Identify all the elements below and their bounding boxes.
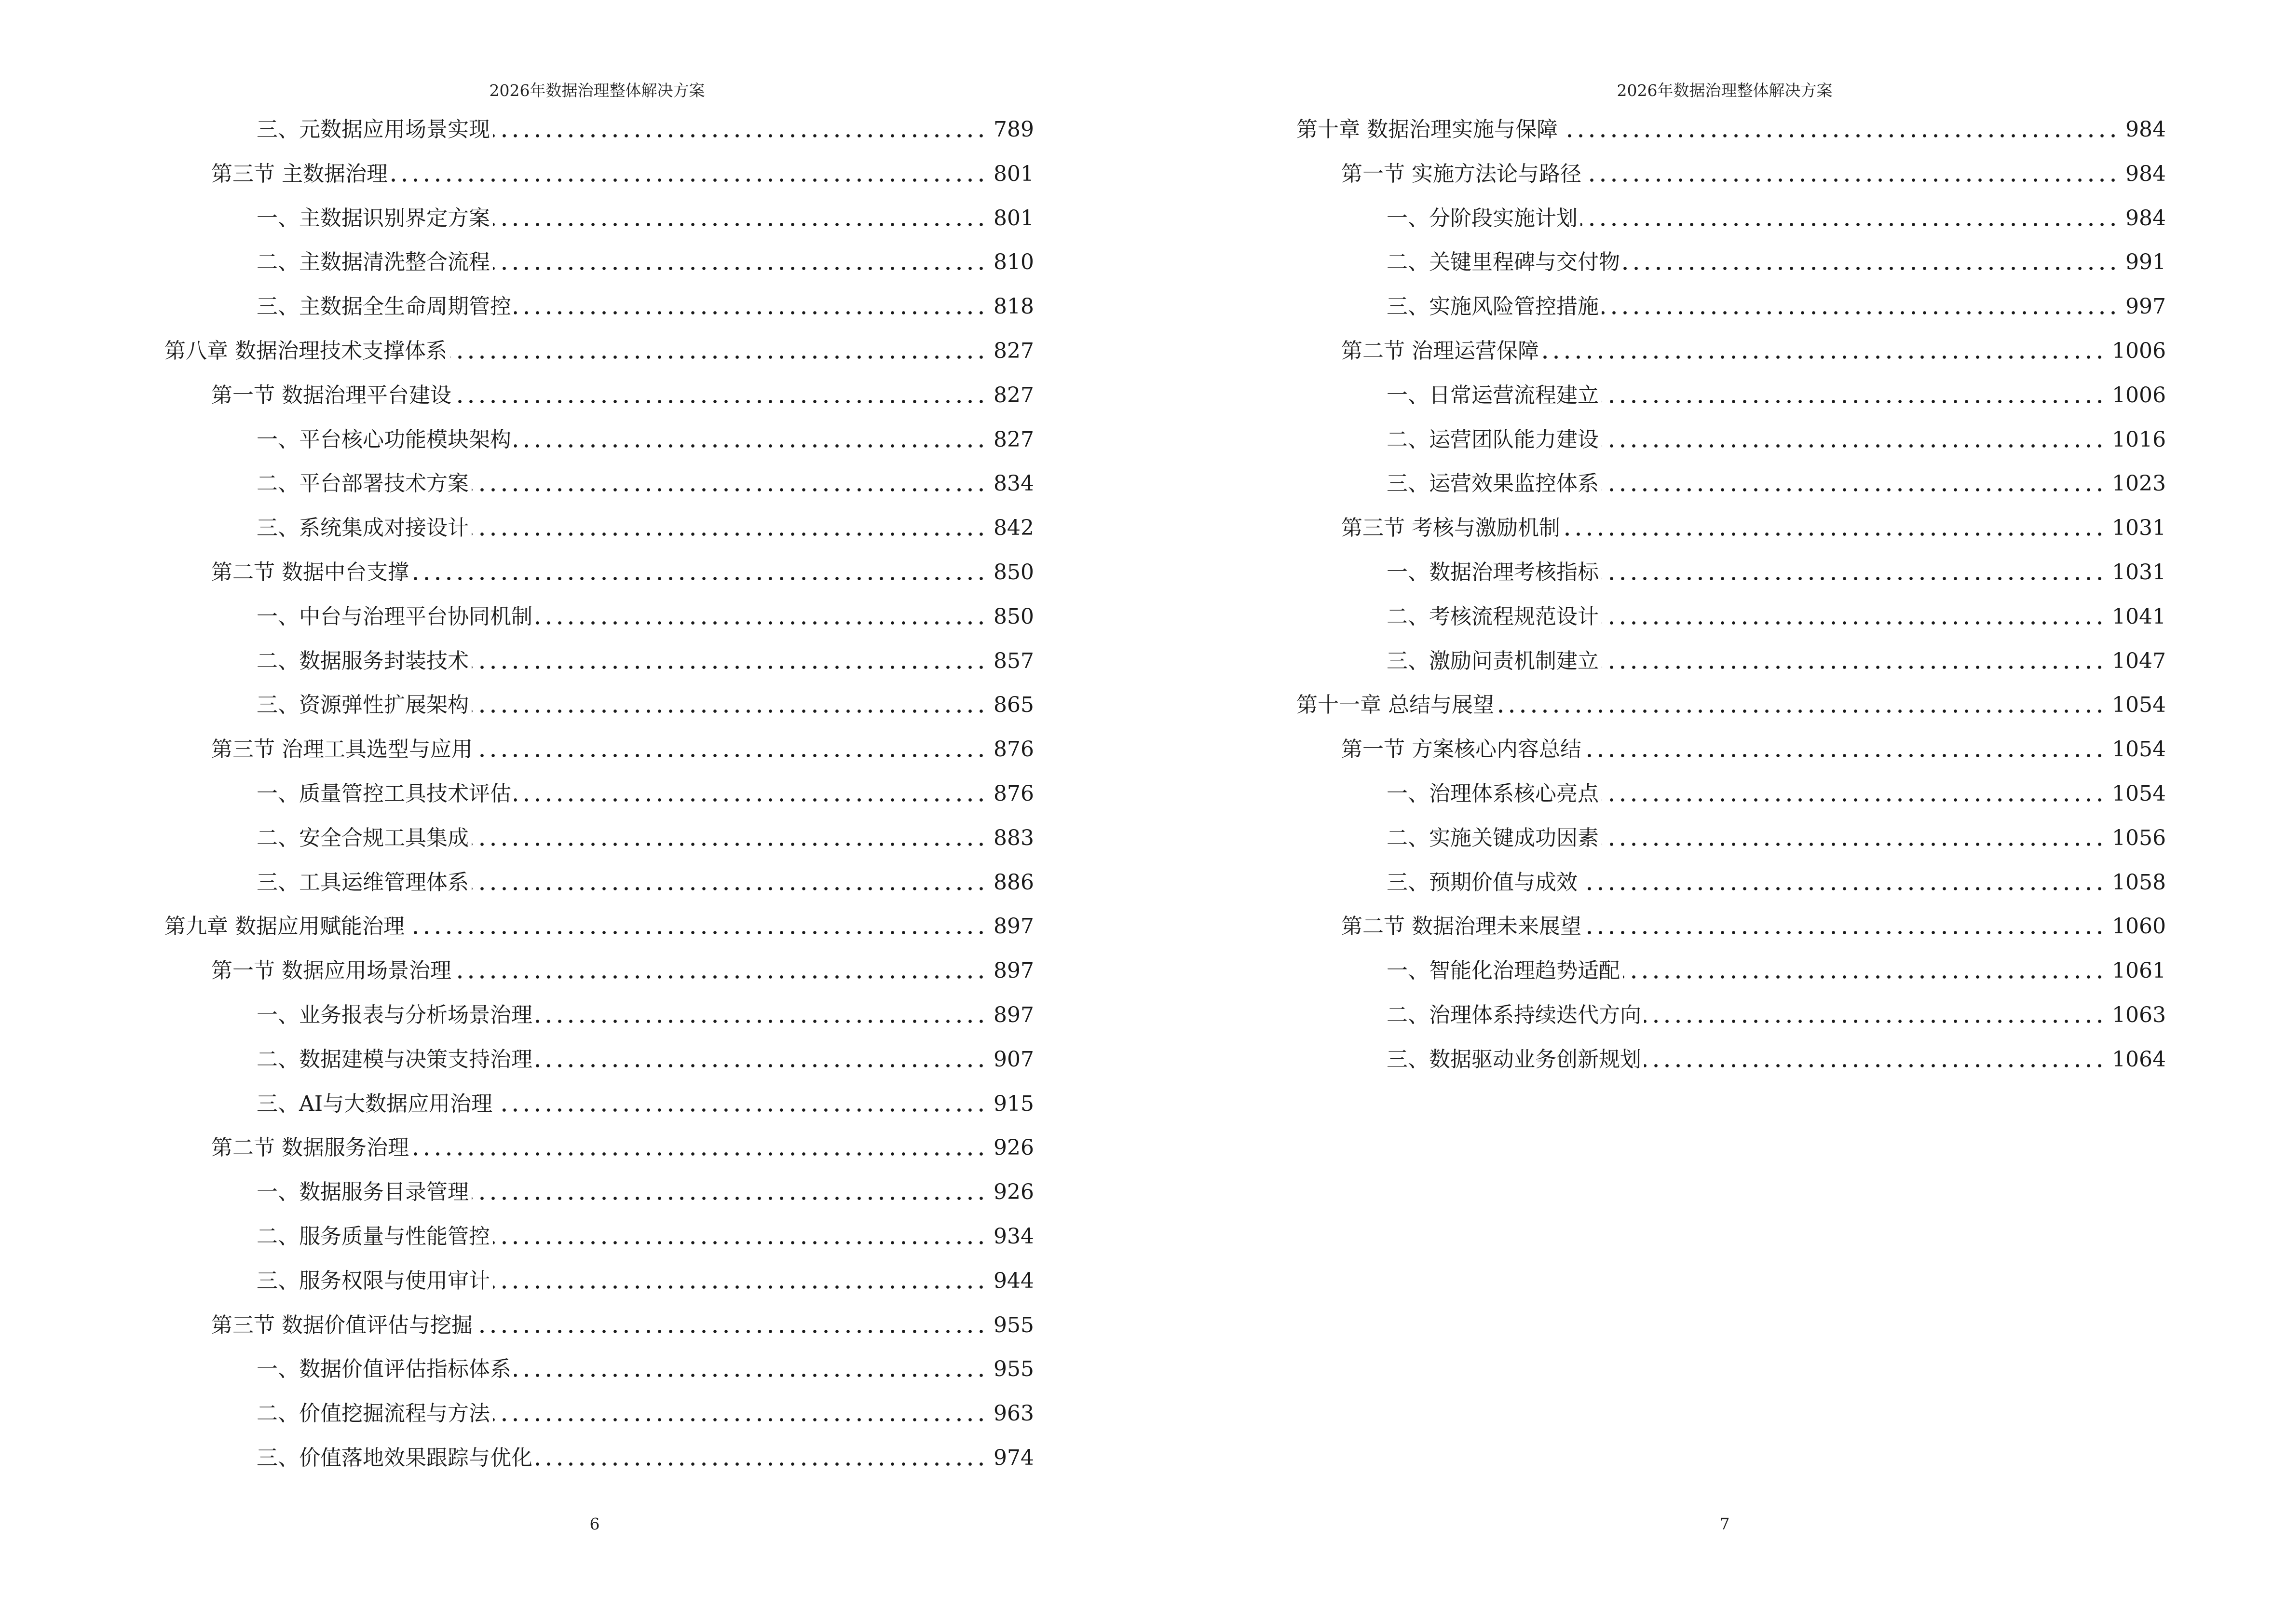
toc-entry-page-number: 850: [994, 604, 1034, 629]
dot-leader: [450, 337, 987, 366]
toc-entry-page-number: 1058: [2112, 870, 2166, 895]
toc-entry-level-3[interactable]: [257, 1001, 1034, 1030]
dot-leader: [412, 558, 987, 587]
toc-entry-page-number: 1023: [2112, 471, 2166, 496]
toc-entry-page-number: 1016: [2112, 427, 2166, 452]
dot-leader: [1602, 647, 2105, 676]
dot-leader: [1563, 514, 2105, 543]
toc-entry-level-3[interactable]: [257, 602, 1034, 631]
toc-entry-title: 三、服务权限与使用审计: [257, 1269, 490, 1293]
running-header: 2026年数据治理整体解决方案: [1617, 81, 1833, 100]
toc-entry-level-3[interactable]: [1387, 602, 2166, 631]
toc-entry-level-3[interactable]: [257, 248, 1034, 277]
toc-entry-page-number: 963: [994, 1401, 1034, 1426]
dot-leader: [1602, 824, 2105, 853]
toc-entry-title: 第二节 数据服务治理: [211, 1135, 409, 1160]
toc-entry-title: 二、平台部署技术方案: [257, 471, 469, 496]
dot-leader: [514, 292, 987, 321]
toc-entry-level-3[interactable]: [1387, 647, 2166, 676]
dot-leader: [472, 469, 987, 498]
dot-leader: [1644, 1001, 2105, 1030]
toc-entry-page-number: 1031: [2112, 516, 2166, 540]
toc-entry-title: 第八章 数据治理技术支撑体系: [164, 339, 447, 363]
toc-entry-level-3[interactable]: [1387, 1001, 2166, 1030]
toc-entry-level-2[interactable]: [1341, 735, 2166, 764]
toc-entry-level-1[interactable]: [1296, 691, 2166, 720]
toc-entry-level-2[interactable]: [1341, 337, 2166, 366]
toc-entry-level-3[interactable]: [1387, 381, 2166, 410]
dot-leader: [1584, 912, 2105, 941]
toc-entry-page-number: 827: [994, 383, 1034, 408]
dot-leader: [472, 1178, 987, 1207]
toc-entry-title: 三、激励问责机制建立: [1387, 649, 1599, 673]
dot-leader: [476, 1311, 987, 1340]
toc-entry-page-number: 834: [994, 471, 1034, 496]
toc-entry-title: 一、治理体系核心亮点: [1387, 781, 1599, 806]
toc-entry-title: 第三节 考核与激励机制: [1341, 516, 1560, 540]
toc-entry-level-2[interactable]: [211, 1311, 1034, 1340]
toc-entry-page-number: 842: [994, 516, 1034, 540]
toc-entry-page-number: 907: [994, 1047, 1034, 1072]
dot-leader: [412, 1133, 987, 1162]
toc-entry-page-number: 876: [994, 737, 1034, 762]
toc-entry-page-number: 897: [994, 958, 1034, 983]
toc-entry-title: 一、主数据识别界定方案: [257, 206, 490, 231]
toc-entry-page-number: 955: [994, 1357, 1034, 1381]
toc-entry-title: 第一节 数据应用场景治理: [211, 958, 451, 983]
toc-entry-title: 一、平台核心功能模块架构: [257, 427, 511, 452]
toc-entry-title: 第三节 治理工具选型与应用: [211, 737, 473, 762]
toc-entry-title: 一、业务报表与分析场景治理: [257, 1003, 532, 1027]
toc-entry-level-3[interactable]: [1387, 779, 2166, 808]
toc-entry-title: 三、工具运维管理体系: [257, 870, 469, 895]
toc-entry-level-1[interactable]: [164, 337, 1034, 366]
dot-leader: [454, 381, 987, 410]
toc-entry-level-3[interactable]: [257, 1267, 1034, 1296]
toc-entry-page-number: 1064: [2112, 1047, 2166, 1072]
toc-entry-title: 三、数据驱动业务创新规划: [1387, 1047, 1641, 1072]
toc-entry-level-3[interactable]: [257, 779, 1034, 808]
toc-entry-level-3[interactable]: [257, 469, 1034, 498]
toc-entry-level-2[interactable]: [211, 160, 1034, 189]
toc-entry-level-3[interactable]: [257, 1399, 1034, 1428]
dot-leader: [493, 1399, 987, 1428]
toc-entry-title: 二、安全合规工具集成: [257, 826, 469, 850]
toc-entry-title: 二、考核流程规范设计: [1387, 604, 1599, 629]
toc-entry-page-number: 789: [994, 117, 1034, 142]
toc-entry-level-2[interactable]: [1341, 160, 2166, 189]
toc-entry-page-number: 1047: [2112, 649, 2166, 673]
dot-leader: [535, 1001, 987, 1030]
toc-entry-page-number: 1061: [2112, 958, 2166, 983]
dot-leader: [472, 647, 987, 676]
dot-leader: [1623, 248, 2119, 277]
toc-entry-level-3[interactable]: [1387, 956, 2166, 985]
toc-entry-page-number: 886: [994, 870, 1034, 895]
toc-entry-level-2[interactable]: [1341, 912, 2166, 941]
toc-entry-page-number: 1054: [2112, 737, 2166, 762]
toc-list: [1144, 0, 2287, 1624]
toc-entry-level-3[interactable]: [257, 1045, 1034, 1074]
toc-entry-page-number: 926: [994, 1180, 1034, 1204]
toc-entry-page-number: 897: [994, 1003, 1034, 1027]
toc-entry-title: 二、关键里程碑与交付物: [1387, 250, 1620, 274]
toc-entry-title: 一、数据治理考核指标: [1387, 560, 1599, 585]
dot-leader: [493, 1267, 987, 1296]
dot-leader: [514, 779, 987, 808]
toc-entry-level-3[interactable]: [257, 691, 1034, 720]
toc-entry-title: 三、AI与大数据应用治理: [257, 1092, 493, 1116]
toc-entry-page-number: 1006: [2112, 383, 2166, 408]
dot-leader: [454, 956, 987, 985]
toc-entry-title: 第三节 数据价值评估与挖掘: [211, 1313, 473, 1337]
toc-entry-title: 第一节 方案核心内容总结: [1341, 737, 1581, 762]
toc-entry-title: 二、价值挖掘流程与方法: [257, 1401, 490, 1426]
dot-leader: [514, 1355, 987, 1384]
toc-entry-title: 一、分阶段实施计划: [1387, 206, 1578, 231]
toc-entry-title: 一、数据价值评估指标体系: [257, 1357, 511, 1381]
toc-entry-title: 第九章 数据应用赋能治理: [164, 914, 405, 939]
toc-entry-title: 三、系统集成对接设计: [257, 516, 469, 540]
toc-entry-level-3[interactable]: [257, 204, 1034, 233]
toc-entry-title: 第二节 数据中台支撑: [211, 560, 409, 585]
toc-entry-level-3[interactable]: [257, 868, 1034, 897]
toc-entry-page-number: 1006: [2112, 339, 2166, 363]
toc-entry-level-3[interactable]: [1387, 248, 2166, 277]
dot-leader: [1623, 956, 2105, 985]
toc-entry-title: 二、实施关键成功因素: [1387, 826, 1599, 850]
dot-leader: [535, 1444, 987, 1473]
dot-leader: [493, 1222, 987, 1251]
toc-entry-level-3[interactable]: [1387, 469, 2166, 498]
toc-entry-level-3[interactable]: [257, 514, 1034, 543]
toc-entry-page-number: 984: [2125, 117, 2166, 142]
toc-entry-page-number: 991: [2125, 250, 2166, 274]
toc-entry-page-number: 818: [994, 294, 1034, 319]
toc-entry-level-1[interactable]: [164, 912, 1034, 941]
toc-entry-title: 三、价值落地效果跟踪与优化: [257, 1446, 532, 1470]
dot-leader: [1602, 292, 2119, 321]
toc-entry-page-number: 1063: [2112, 1003, 2166, 1027]
dot-leader: [391, 160, 987, 189]
toc-entry-page-number: 827: [994, 339, 1034, 363]
toc-entry-title: 第十一章 总结与展望: [1296, 693, 1494, 717]
toc-entry-page-number: 883: [994, 826, 1034, 850]
toc-entry-level-2[interactable]: [211, 381, 1034, 410]
toc-entry-page-number: 865: [994, 693, 1034, 717]
dot-leader: [1644, 1045, 2105, 1074]
toc-entry-page-number: 997: [2125, 294, 2166, 319]
dot-leader: [535, 1045, 987, 1074]
toc-entry-title: 二、数据服务封装技术: [257, 649, 469, 673]
dot-leader: [1602, 381, 2105, 410]
toc-entry-title: 第二节 数据治理未来展望: [1341, 914, 1581, 939]
toc-entry-page-number: 974: [994, 1446, 1034, 1470]
dot-leader: [1602, 425, 2105, 454]
dot-leader: [1584, 735, 2105, 764]
toc-entry-page-number: 944: [994, 1269, 1034, 1293]
toc-entry-title: 三、资源弹性扩展架构: [257, 693, 469, 717]
toc-entry-page-number: 801: [994, 206, 1034, 231]
dot-leader: [1580, 868, 2105, 897]
toc-entry-title: 二、治理体系持续迭代方向: [1387, 1003, 1641, 1027]
toc-entry-level-3[interactable]: [1387, 292, 2166, 321]
dot-leader: [1602, 602, 2105, 631]
toc-entry-title: 二、服务质量与性能管控: [257, 1224, 490, 1249]
toc-entry-title: 三、元数据应用场景实现: [257, 117, 490, 142]
toc-entry-page-number: 984: [2125, 206, 2166, 231]
dot-leader: [472, 824, 987, 853]
dot-leader: [408, 912, 987, 941]
toc-entry-title: 一、日常运营流程建立: [1387, 383, 1599, 408]
toc-entry-level-3[interactable]: [1387, 558, 2166, 587]
page-number: 7: [1719, 1515, 1730, 1533]
running-header: 2026年数据治理整体解决方案: [489, 81, 705, 100]
dot-leader: [1602, 469, 2105, 498]
toc-entry-title: 二、运营团队能力建设: [1387, 427, 1599, 452]
dot-leader: [472, 691, 987, 720]
toc-entry-page-number: 876: [994, 781, 1034, 806]
toc-entry-level-2[interactable]: [211, 956, 1034, 985]
toc-entry-level-3[interactable]: [257, 292, 1034, 321]
toc-entry-title: 二、主数据清洗整合流程: [257, 250, 490, 274]
dot-leader: [1542, 337, 2105, 366]
toc-entry-page-number: 1056: [2112, 826, 2166, 850]
toc-entry-level-3[interactable]: [1387, 868, 2166, 897]
dot-leader: [1602, 558, 2105, 587]
toc-entry-level-2[interactable]: [211, 558, 1034, 587]
dot-leader: [493, 115, 987, 144]
toc-entry-level-3[interactable]: [257, 425, 1034, 454]
toc-entry-title: 三、主数据全生命周期管控: [257, 294, 511, 319]
toc-entry-level-3[interactable]: [257, 824, 1034, 853]
toc-entry-level-3[interactable]: [257, 115, 1034, 144]
toc-entry-title: 第一节 数据治理平台建设: [211, 383, 451, 408]
dot-leader: [493, 248, 987, 277]
toc-entry-level-2[interactable]: [211, 1133, 1034, 1162]
toc-entry-page-number: 955: [994, 1313, 1034, 1337]
toc-entry-level-3[interactable]: [257, 1178, 1034, 1207]
toc-entry-page-number: 850: [994, 560, 1034, 585]
dot-leader: [1561, 115, 2119, 144]
dot-leader: [535, 602, 987, 631]
toc-entry-title: 三、预期价值与成效: [1387, 870, 1578, 895]
toc-entry-title: 第二节 治理运营保障: [1341, 339, 1539, 363]
toc-entry-title: 第一节 实施方法论与路径: [1341, 162, 1581, 186]
dot-leader: [472, 514, 987, 543]
toc-entry-page-number: 897: [994, 914, 1034, 939]
toc-entry-page-number: 1041: [2112, 604, 2166, 629]
toc-entry-page-number: 915: [994, 1092, 1034, 1116]
toc-entry-level-3[interactable]: [257, 1222, 1034, 1251]
toc-entry-page-number: 1031: [2112, 560, 2166, 585]
toc-entry-level-2[interactable]: [211, 735, 1034, 764]
toc-entry-page-number: 926: [994, 1135, 1034, 1160]
dot-leader: [1497, 691, 2105, 720]
toc-entry-level-1[interactable]: [1296, 115, 2166, 144]
toc-entry-page-number: 810: [994, 250, 1034, 274]
toc-entry-page-number: 984: [2125, 162, 2166, 186]
toc-entry-page-number: 801: [994, 162, 1034, 186]
toc-entry-title: 一、质量管控工具技术评估: [257, 781, 511, 806]
toc-entry-page-number: 1054: [2112, 693, 2166, 717]
dot-leader: [1602, 779, 2105, 808]
toc-entry-title: 第十章 数据治理实施与保障: [1296, 117, 1558, 142]
toc-entry-title: 一、数据服务目录管理: [257, 1180, 469, 1204]
toc-entry-title: 二、数据建模与决策支持治理: [257, 1047, 532, 1072]
toc-entry-level-3[interactable]: [257, 647, 1034, 676]
toc-entry-title: 一、智能化治理趋势适配: [1387, 958, 1620, 983]
dot-leader: [495, 1090, 987, 1119]
toc-entry-page-number: 1054: [2112, 781, 2166, 806]
dot-leader: [514, 425, 987, 454]
dot-leader: [1584, 160, 2119, 189]
toc-page-right: [1144, 0, 2287, 1624]
toc-entry-level-3[interactable]: [257, 1355, 1034, 1384]
toc-entry-level-3[interactable]: [257, 1444, 1034, 1473]
toc-entry-level-2[interactable]: [1341, 514, 2166, 543]
toc-entry-level-3[interactable]: [1387, 824, 2166, 853]
toc-entry-title: 三、运营效果监控体系: [1387, 471, 1599, 496]
toc-entry-level-3[interactable]: [257, 1090, 1034, 1119]
toc-entry-title: 第三节 主数据治理: [211, 162, 388, 186]
toc-entry-page-number: 934: [994, 1224, 1034, 1249]
dot-leader: [1580, 204, 2119, 233]
toc-entry-page-number: 857: [994, 649, 1034, 673]
toc-entry-level-3[interactable]: [1387, 1045, 2166, 1074]
page-number: 6: [589, 1515, 600, 1533]
toc-entry-page-number: 1060: [2112, 914, 2166, 939]
toc-entry-title: 三、实施风险管控措施: [1387, 294, 1599, 319]
toc-entry-level-3[interactable]: [1387, 204, 2166, 233]
dot-leader: [493, 204, 987, 233]
toc-entry-page-number: 827: [994, 427, 1034, 452]
dot-leader: [472, 868, 987, 897]
dot-leader: [476, 735, 987, 764]
toc-entry-title: 一、中台与治理平台协同机制: [257, 604, 532, 629]
toc-entry-level-3[interactable]: [1387, 425, 2166, 454]
